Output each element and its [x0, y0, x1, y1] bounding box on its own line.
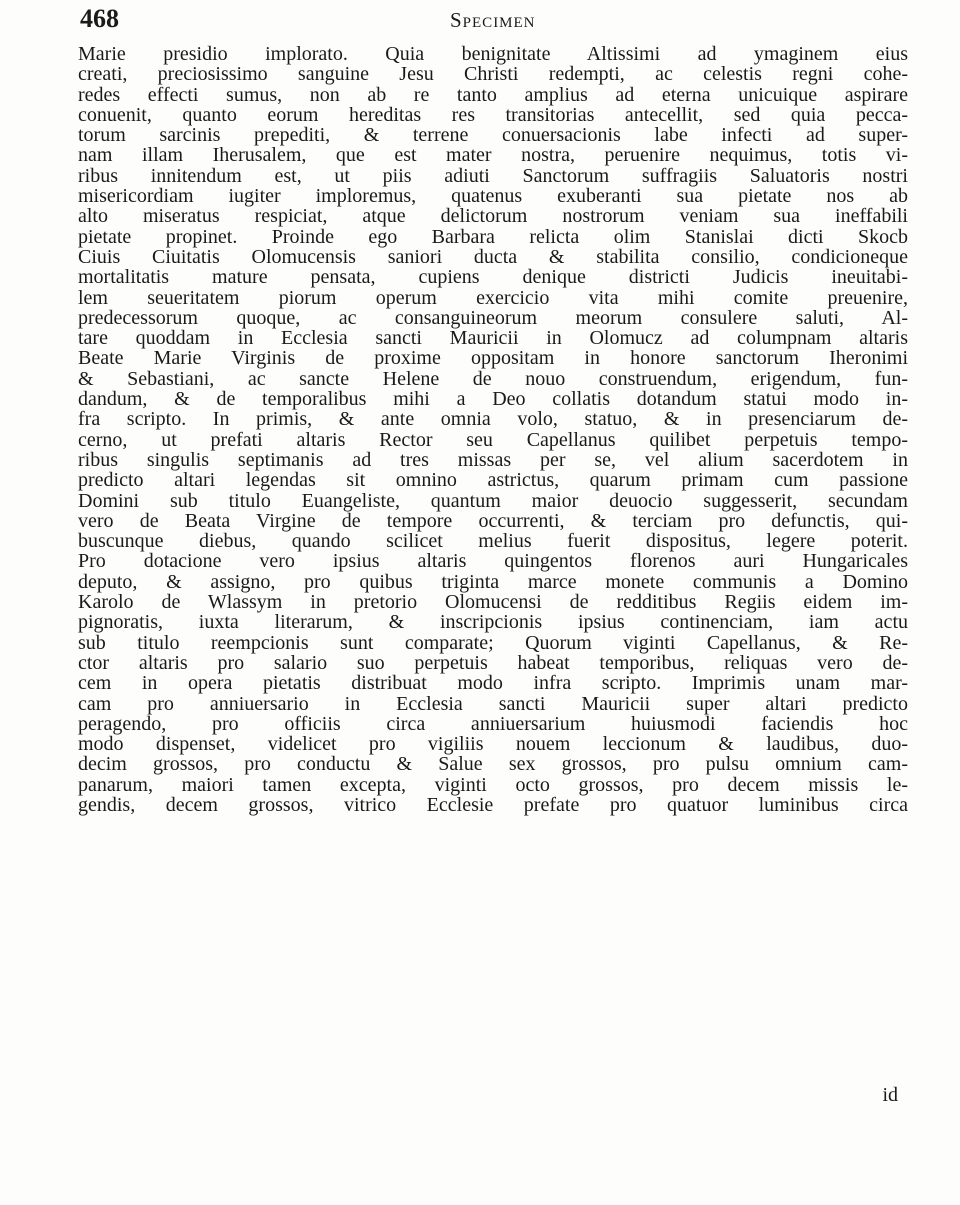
text-line: Karolo de Wlassym in pretorio Olomucensi de redditibus Regiis eidem im-	[78, 591, 908, 614]
text-line: modo dispenset, videlicet pro vigiliis nouem leccionum & laudibus, duo-	[78, 733, 908, 756]
text-line: Domini sub titulo Euangeliste, quantum maior deuocio suggesserit, secundam	[78, 489, 908, 512]
text-line: misericordiam iugiter imploremus, quatenus exuberanti sua pietate nos ab	[78, 185, 908, 208]
text-line: creati, preciosissimo sanguine Jesu Christi redempti, ac celestis regni cohe-	[78, 63, 908, 86]
text-line: dandum, & de temporalibus mihi a Deo collatis dotandum statui modo in-	[78, 388, 908, 411]
text-line: gendis, decem grossos, vitrico Ecclesie prefate pro quatuor luminibus circa	[78, 793, 908, 816]
text-line: tare quoddam in Ecclesia sancti Mauricii in Olomucz ad columpnam altaris	[78, 327, 908, 350]
text-line: cam pro anniuersario in Ecclesia sancti Mauricii super altari predicto	[78, 692, 908, 715]
text-line: Marie presidio implorato. Quia benignitate Altissimi ad ymaginem eius	[78, 43, 908, 65]
text-line: conuenit, quanto eorum hereditas res transitorias antecellit, sed quia pecca-	[78, 103, 908, 126]
text-line: vero de Beata Virgine de tempore occurrenti, & terciam pro defunctis, qui-	[78, 509, 908, 532]
text-line: pignoratis, iuxta literarum, & inscripcionis ipsius continenciam, iam actu	[78, 611, 908, 634]
text-line: torum sarcinis prepediti, & terrene conuersacionis labe infecti ad super-	[78, 124, 908, 147]
text-line: Pro dotacione vero ipsius altaris quingentos florenos auri Hungaricales	[78, 550, 908, 573]
running-head	[80, 4, 910, 38]
text-line: ctor altaris pro salario suo perpetuis habeat temporibus, reliquas vero de-	[78, 651, 908, 674]
text-line: sub titulo reempcionis sunt comparate; Quorum viginti Capellanus, & Re-	[78, 631, 908, 654]
running-title: Specimen	[450, 8, 536, 32]
text-line: cem in opera pietatis distribuat modo infra scripto. Imprimis unam mar-	[78, 672, 908, 695]
text-line: panarum, maiori tamen excepta, viginti octo grossos, pro decem missis le-	[78, 773, 908, 796]
catchword: id	[882, 1084, 898, 1106]
text-line: lem seueritatem piorum operum exercicio vita mihi comite preuenire,	[78, 286, 908, 309]
text-line: predecessorum quoque, ac consanguineorum meorum consulere saluti, Al-	[78, 306, 908, 329]
text-line: Beate Marie Virginis de proxime oppositam in honore sanctorum Iheronimi	[78, 347, 908, 370]
text-line: fra scripto. In primis, & ante omnia volo, statuo, & in presenciarum de-	[78, 408, 908, 431]
text-line: deputo, & assigno, pro quibus triginta marce monete communis a Domino	[78, 570, 908, 593]
text-line: Ciuis Ciuitatis Olomucensis saniori ducta & stabilita consilio, condicioneque	[78, 245, 908, 268]
text-line: peragendo, pro officiis circa anniuersarium huiusmodi faciendis hoc	[78, 712, 908, 735]
text-line: ribus innitendum est, ut piis adiuti Sanctorum suffragiis Saluatoris nostri	[78, 164, 908, 187]
text-line: cerno, ut prefati altaris Rector seu Capellanus quilibet perpetuis tempo-	[78, 428, 908, 451]
text-line: buscunque diebus, quando scilicet melius fuerit dispositus, legere poterit.	[78, 530, 908, 553]
text-line: nam illam Iherusalem, que est mater nostra, peruenire nequimus, totis vi-	[78, 144, 908, 167]
text-line: pietate propinet. Proinde ego Barbara relicta olim Stanislai dicti Skocb	[78, 225, 908, 248]
body-text	[78, 44, 908, 815]
text-line: ribus singulis septimanis ad tres missas per se, vel alium sacerdotem in	[78, 448, 908, 471]
text-line: predicto altari legendas sit omnino astrictus, quarum primam cum passione	[78, 469, 908, 492]
page-number: 468	[80, 4, 119, 33]
text-line: & Sebastiani, ac sancte Helene de nouo construendum, erigendum, fun-	[78, 367, 908, 390]
text-line: mortalitatis mature pensata, cupiens denique districti Judicis ineuitabi-	[78, 266, 908, 289]
text-line: redes effecti sumus, non ab re tanto amplius ad eterna unicuique aspirare	[78, 83, 908, 106]
text-line: decim grossos, pro conductu & Salue sex grossos, pro pulsu omnium cam-	[78, 753, 908, 776]
text-line: alto miseratus respiciat, atque delictorum nostrorum veniam sua ineffabili	[78, 205, 908, 228]
